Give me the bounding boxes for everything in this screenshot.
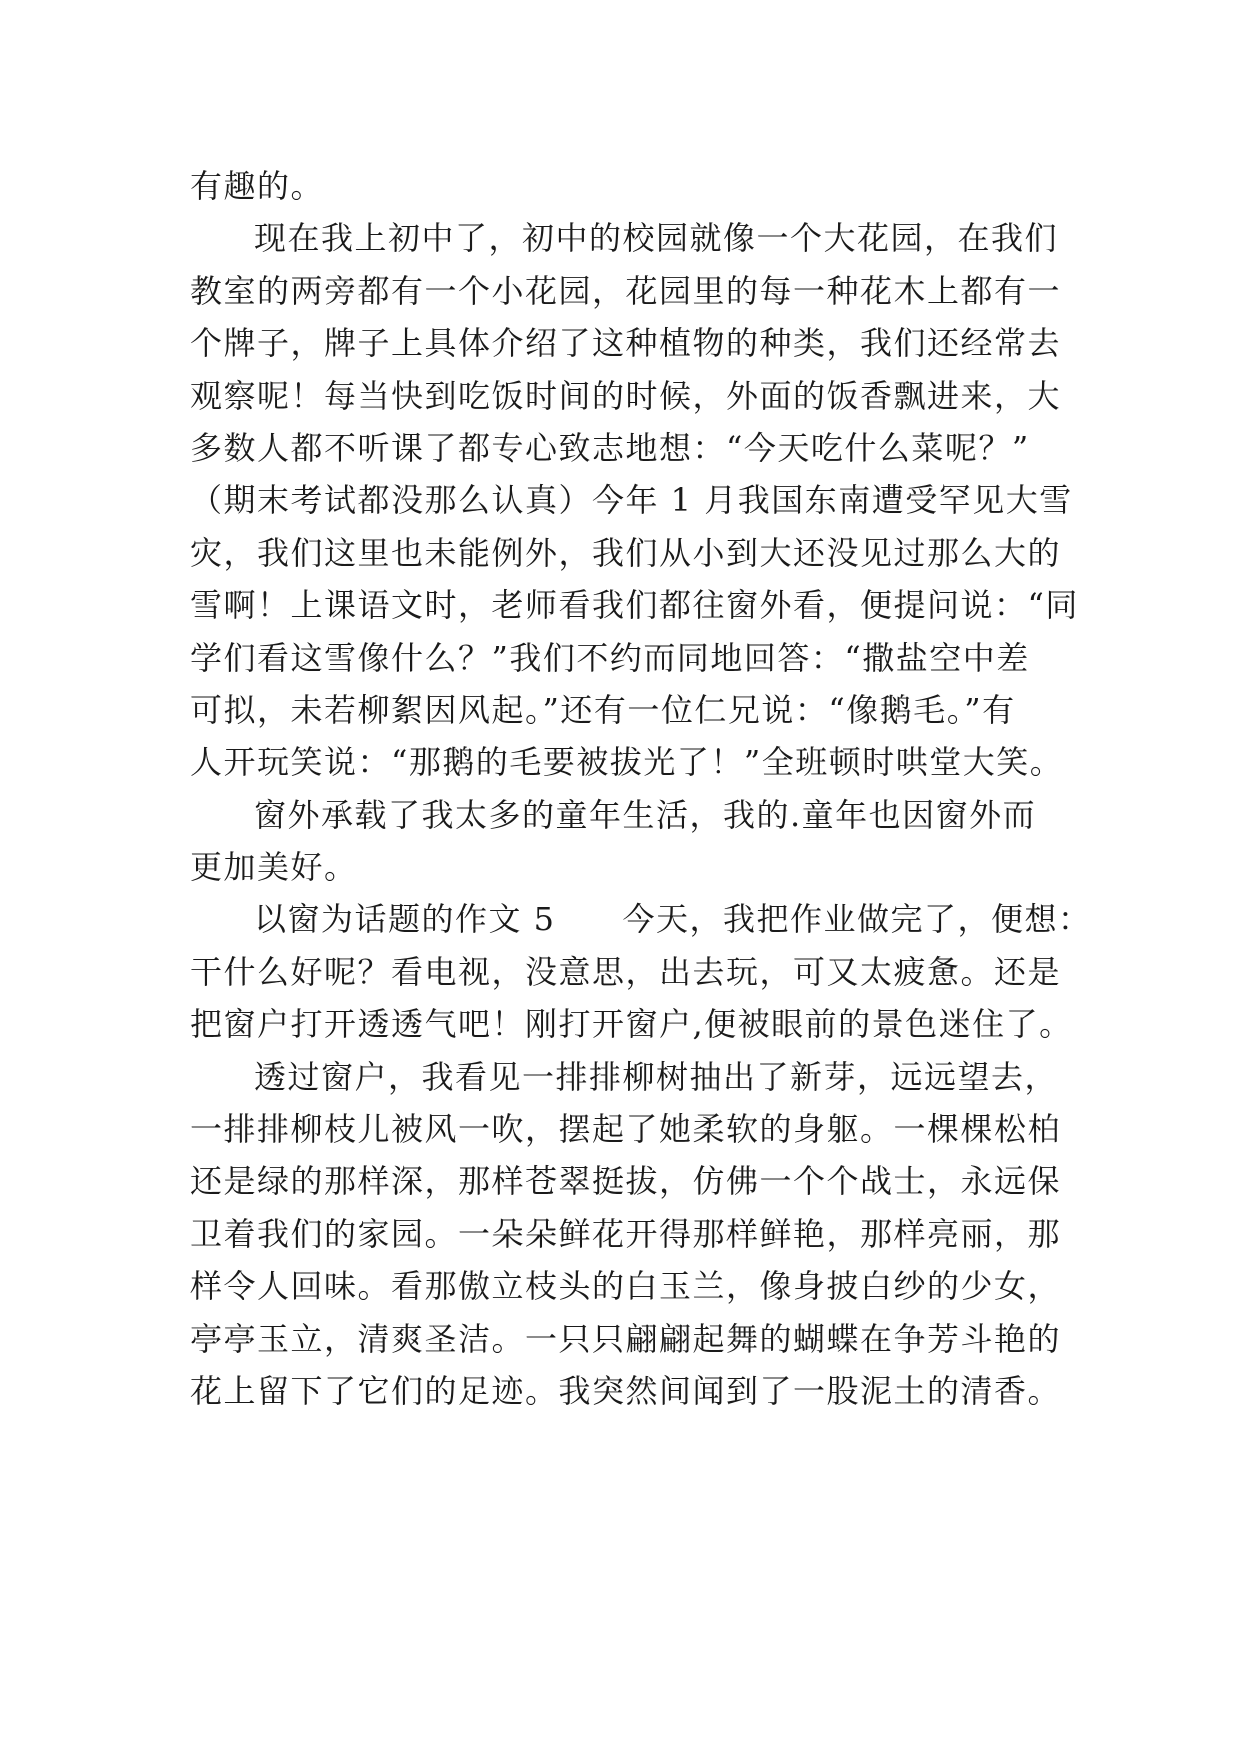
text-line: 观察呢！每当快到吃饭时间的时候，外面的饭香飘进来，大 <box>190 376 1062 415</box>
text-line: 教室的两旁都有一个小花园，花园里的每一种花木上都有一 <box>190 271 1062 310</box>
text-line: 灾，我们这里也未能例外，我们从小到大还没见过那么大的 <box>190 533 1062 572</box>
text-line: （期末考试都没那么认真）今年 1 月我国东南遭受罕见大雪 <box>190 481 1073 520</box>
text-line: 亭亭玉立，清爽圣洁。一只只翩翩起舞的蝴蝶在争芳斗艳的 <box>190 1319 1062 1358</box>
text-line: 有趣的。 <box>190 167 325 205</box>
text-line: 把窗户打开透透气吧！刚打开窗户,便被眼前的景色迷住了。 <box>190 1005 1073 1044</box>
text-line: 人开玩笑说：“那鹅的毛要被拔光了！”全班顿时哄堂大笑。 <box>190 743 1064 782</box>
text-line: 还是绿的那样深，那样苍翠挺拔，仿佛一个个战士，永远保 <box>190 1162 1062 1201</box>
text-line: 干什么好呢？看电视，没意思，出去玩，可又太疲惫。还是 <box>190 952 1062 991</box>
text-line: 个牌子，牌子上具体介绍了这种植物的种类，我们还经常去 <box>190 324 1062 363</box>
text-line: 更加美好。 <box>190 848 358 887</box>
text-line: 窗外承载了我太多的童年生活，我的.童年也因窗外而 <box>254 795 1037 834</box>
text-line: 多数人都不听课了都专心致志地想：“今天吃什么菜呢？” <box>190 428 1030 467</box>
text-line: 透过窗户，我看见一排排柳树抽出了新芽，远远望去， <box>254 1057 1059 1096</box>
text-line: 卫着我们的家园。一朵朵鲜花开得那样鲜艳，那样亮丽，那 <box>190 1214 1062 1253</box>
text-line: 学们看这雪像什么？”我们不约而同地回答：“撒盐空中差 <box>190 638 1030 677</box>
text-line: 可拟，未若柳絮因风起。”还有一位仁兄说：“像鹅毛。”有 <box>190 690 1016 729</box>
text-line: 现在我上初中了，初中的校园就像一个大花园，在我们 <box>254 219 1059 258</box>
text-line: 样令人回味。看那傲立枝头的白玉兰，像身披白纱的少女， <box>190 1267 1062 1306</box>
text-line: 以窗为话题的作文 5 今天，我把作业做完了，便想： <box>254 900 1092 939</box>
text-line: 雪啊！上课语文时，老师看我们都往窗外看，便提问说：“同 <box>190 586 1079 625</box>
text-line: 花上留下了它们的足迹。我突然间闻到了一股泥土的清香。 <box>190 1371 1062 1410</box>
essay-text <box>190 160 1092 1417</box>
text-line: 一排排柳枝儿被风一吹，摆起了她柔软的身躯。一棵棵松柏 <box>190 1110 1062 1149</box>
